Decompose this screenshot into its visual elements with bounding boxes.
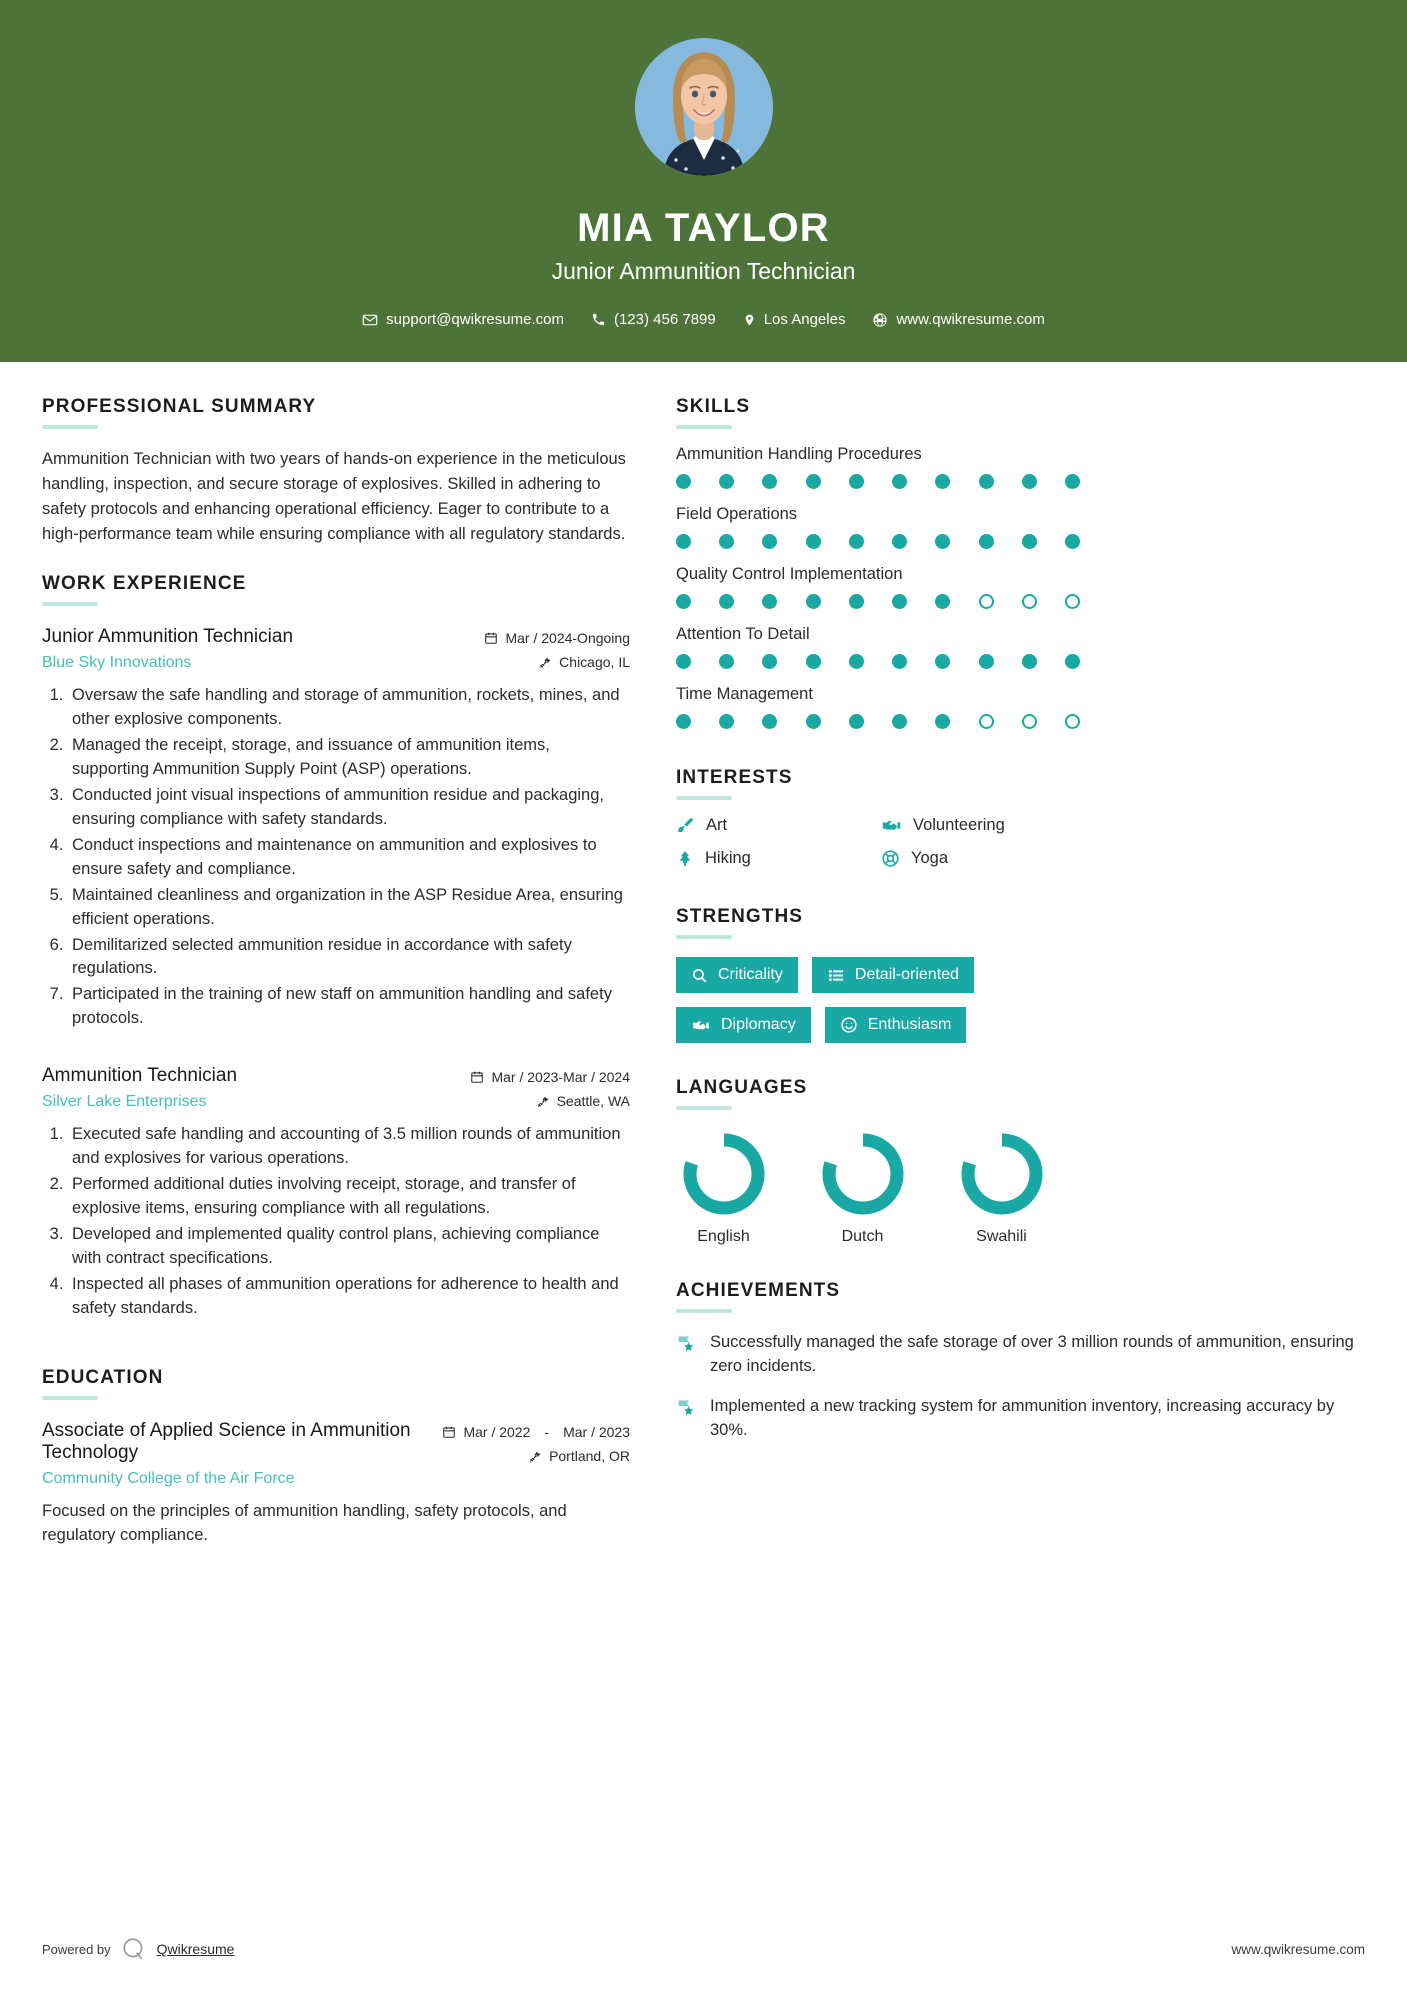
skill-dot-filled [935, 714, 950, 729]
education-entry-header [42, 1420, 630, 1488]
language-list [676, 1130, 1365, 1246]
contact-phone[interactable] [582, 311, 725, 328]
tree-icon [676, 849, 694, 868]
work-date [470, 1069, 630, 1085]
magnifier-icon [691, 967, 708, 984]
work-bullet: 2. Managed the receipt, storage, and issuance of ammunition items, supporting Ammunition Supply Point (ASP) operations. [68, 734, 630, 782]
contact-row [0, 311, 1407, 328]
skill-rating [676, 654, 1080, 669]
section-languages [676, 1077, 1365, 1246]
skill-item [676, 565, 1365, 609]
skill-dot-filled [979, 474, 994, 489]
skill-dot-empty [979, 714, 994, 729]
section-education [42, 1367, 630, 1549]
work-entry-meta [470, 1065, 630, 1109]
work-bullet: 3. Conducted joint visual inspections of ammunition residue and packaging, ensuring compliance with safety standards. [68, 784, 630, 832]
skill-dot-filled [892, 654, 907, 669]
language-label: Swahili [976, 1228, 1027, 1245]
skill-dot-filled [1022, 474, 1037, 489]
work-bullet: 7. Participated in the training of new staff on ammunition handling and safety protocols. [68, 983, 630, 1031]
envelope-icon [362, 312, 378, 328]
skill-dot-empty [1022, 594, 1037, 609]
work-role: Junior Ammunition Technician [42, 626, 294, 648]
summary-text: Ammunition Technician with two years of hands-on experience in the meticulous handling, inspection, and secure storage of explosives. Skilled in adhering to safety protocols and enhancing operational efficiency. Eager to contribute to a high-performance team while ensuring compliance with all regulatory standards. [42, 450, 626, 544]
interest-label: Yoga [911, 849, 949, 867]
section-rule [676, 935, 732, 939]
education-location-text: Portland, OR [549, 1448, 630, 1465]
skill-dot-filled [676, 474, 691, 489]
work-bullet: 5. Maintained cleanliness and organization in the ASP Residue Area, ensuring efficient operations. [68, 884, 630, 932]
section-title: EDUCATION [42, 1366, 164, 1388]
strength-chip-criticality[interactable] [676, 957, 798, 993]
avatar [635, 38, 773, 176]
contact-location-text: Los Angeles [763, 311, 846, 328]
work-entry [42, 626, 630, 1031]
smiley-icon [840, 1016, 858, 1034]
section-professional-summary [42, 396, 630, 547]
strength-chip-enthusiasm[interactable] [825, 1007, 967, 1043]
section-title: ACHIEVEMENTS [676, 1280, 841, 1301]
work-entry-header [42, 626, 630, 672]
education-degree: Associate of Applied Science in Ammunition Technology [42, 1419, 411, 1463]
calendar-icon [484, 631, 498, 645]
skill-dot-filled [676, 594, 691, 609]
language-donut-chart [680, 1130, 768, 1218]
achievement-text: Implemented a new tracking system for ammunition inventory, increasing accuracy by 30%. [710, 1396, 1335, 1439]
section-title: STRENGTHS [676, 906, 804, 927]
skill-item [676, 445, 1365, 489]
work-location [470, 1093, 630, 1109]
education-entry-meta [442, 1420, 630, 1465]
language-item [815, 1130, 910, 1246]
strength-label: Detail-oriented [854, 966, 959, 983]
work-entry-meta [484, 626, 630, 670]
skill-dot-filled [719, 534, 734, 549]
contact-phone-text: (123) 456 7899 [613, 311, 716, 328]
pushpin-icon [539, 655, 552, 669]
skill-dot-filled [1065, 534, 1080, 549]
skill-dot-filled [806, 714, 821, 729]
skill-rating [676, 534, 1080, 549]
section-rule [42, 425, 98, 429]
skill-item [676, 505, 1365, 549]
skill-dot-filled [676, 654, 691, 669]
skill-dot-filled [719, 714, 734, 729]
achievement-text: Successfully managed the safe storage of over 3 million rounds of ammunition, ensuring zero incidents. [710, 1333, 1354, 1375]
education-date [442, 1424, 630, 1441]
badge-star-icon [676, 1395, 697, 1418]
section-title: WORK EXPERIENCE [42, 573, 247, 595]
skill-dot-filled [935, 534, 950, 549]
strength-label: Criticality [718, 966, 783, 983]
skill-dot-filled [849, 594, 864, 609]
skill-dot-filled [806, 594, 821, 609]
education-date-range [463, 1424, 630, 1441]
work-bullet: 6. Demilitarized selected ammunition residue in accordance with safety regulations. [68, 934, 630, 982]
skill-dot-filled [935, 474, 950, 489]
skill-item [676, 685, 1365, 729]
work-entry-header [42, 1065, 630, 1111]
skill-dot-filled [849, 654, 864, 669]
skill-rating [676, 714, 1080, 729]
education-entry-main [42, 1420, 426, 1488]
work-entry-main [42, 626, 468, 672]
skill-name: Ammunition Handling Procedures [676, 445, 922, 463]
work-bullet: 1. Executed safe handling and accounting of 3.5 million rounds of ammunition and explosives for various operations. [68, 1123, 630, 1171]
skill-dot-filled [806, 534, 821, 549]
skill-rating [676, 594, 1080, 609]
pushpin-icon [529, 1449, 542, 1463]
skill-dot-filled [1065, 654, 1080, 669]
section-title: INTERESTS [676, 767, 793, 788]
interest-item-yoga [881, 849, 1365, 868]
pushpin-icon [537, 1094, 550, 1108]
skill-dot-filled [676, 534, 691, 549]
section-rule [676, 1106, 732, 1110]
left-column [42, 396, 630, 1916]
education-school: Community College of the Air Force [42, 1469, 295, 1487]
education-description: Focused on the principles of ammunition handling, safety protocols, and regulatory compliance. [42, 1501, 567, 1545]
skill-dot-empty [1065, 594, 1080, 609]
work-date [484, 630, 630, 646]
work-bullets [68, 684, 630, 1031]
work-date-text: Mar / 2024-Ongoing [505, 630, 630, 647]
skill-dot-filled [1022, 534, 1037, 549]
section-rule [676, 796, 732, 800]
work-bullet: 1. Oversaw the safe handling and storage of ammunition, rockets, mines, and other explosive components. [68, 684, 630, 732]
achievement-item [676, 1331, 1365, 1379]
contact-email[interactable] [353, 311, 573, 328]
footer-website: www.qwikresume.com [1231, 1941, 1365, 1957]
skill-dot-filled [762, 714, 777, 729]
skill-dot-filled [892, 534, 907, 549]
language-label: Dutch [841, 1228, 884, 1245]
work-bullet: 2. Performed additional duties involving receipt, storage, and transfer of explosive items, ensuring compliance with all regulations. [68, 1173, 630, 1221]
education-date-start: Mar / 2022 [463, 1423, 531, 1440]
section-skills [676, 396, 1365, 729]
lifebuoy-icon [881, 849, 900, 868]
globe-icon [872, 312, 888, 328]
skill-dot-filled [719, 654, 734, 669]
section-work-experience [42, 573, 630, 1320]
work-date-text: Mar / 2023-Mar / 2024 [491, 1069, 630, 1086]
work-location [484, 654, 630, 670]
skill-dot-filled [849, 474, 864, 489]
qwikresume-logo-icon [121, 1936, 147, 1962]
skill-dot-filled [762, 594, 777, 609]
work-location-text: Chicago, IL [559, 654, 630, 671]
strength-row [676, 957, 1365, 993]
interest-label: Volunteering [913, 816, 1005, 834]
skill-rating [676, 474, 1080, 489]
skill-dot-filled [892, 474, 907, 489]
skill-dot-filled [849, 714, 864, 729]
resume-header [0, 0, 1407, 362]
language-donut-chart [819, 1130, 907, 1218]
candidate-job-title: Junior Ammunition Technician [551, 258, 856, 284]
location-pin-icon [743, 312, 756, 328]
contact-website-text: www.qwikresume.com [896, 311, 1045, 328]
section-title: SKILLS [676, 396, 751, 417]
work-entry [42, 1065, 630, 1320]
language-donut-chart [958, 1130, 1046, 1218]
strength-label: Enthusiasm [867, 1016, 952, 1033]
strength-list [676, 957, 1365, 1043]
interest-label: Art [706, 816, 728, 834]
skill-name: Time Management [676, 685, 813, 703]
interest-label: Hiking [705, 849, 751, 867]
achievement-item [676, 1395, 1365, 1443]
education-date-end: Mar / 2023 [563, 1423, 630, 1440]
language-item [954, 1130, 1049, 1246]
section-rule [42, 602, 98, 606]
contact-location[interactable] [734, 311, 855, 328]
section-achievements [676, 1280, 1365, 1443]
skill-name: Field Operations [676, 505, 798, 523]
skill-dot-filled [1022, 654, 1037, 669]
skill-dot-filled [849, 534, 864, 549]
skill-dot-filled [719, 474, 734, 489]
skill-dot-filled [676, 714, 691, 729]
work-bullet: 4. Inspected all phases of ammunition operations for adherence to health and safety standards. [68, 1273, 630, 1321]
handshake-icon [691, 1017, 711, 1034]
section-title: LANGUAGES [676, 1077, 808, 1098]
section-rule [676, 425, 732, 429]
work-role: Ammunition Technician [42, 1065, 238, 1087]
section-rule [42, 1396, 98, 1400]
work-company: Silver Lake Enterprises [42, 1093, 207, 1111]
candidate-name: MIA TAYLOR [577, 206, 830, 250]
interest-grid [676, 816, 1365, 868]
footer-powered-by-label: Powered by [42, 1941, 111, 1957]
footer-brand-link[interactable]: Qwikresume [156, 1941, 235, 1957]
list-icon [827, 967, 845, 984]
strength-row [676, 1007, 1365, 1043]
right-column [676, 396, 1365, 1916]
skill-dot-filled [892, 594, 907, 609]
skill-dot-filled [979, 654, 994, 669]
footer-powered-by [42, 1936, 234, 1962]
section-title: PROFESSIONAL SUMMARY [42, 396, 317, 417]
interest-item-art [676, 816, 881, 835]
skill-dot-filled [762, 654, 777, 669]
skill-name: Attention To Detail [676, 625, 810, 643]
work-bullet: 3. Developed and implemented quality control plans, achieving compliance with contract specifications. [68, 1223, 630, 1271]
skill-dot-filled [892, 714, 907, 729]
resume-footer [0, 1916, 1407, 1990]
skill-dot-filled [719, 594, 734, 609]
work-entry-main [42, 1065, 454, 1111]
contact-email-text: support@qwikresume.com [386, 311, 564, 328]
skill-dot-filled [1065, 474, 1080, 489]
skill-dot-filled [762, 474, 777, 489]
skill-dot-filled [979, 534, 994, 549]
skill-dot-empty [1065, 714, 1080, 729]
work-bullets [68, 1123, 630, 1320]
work-company: Blue Sky Innovations [42, 654, 192, 672]
paintbrush-icon [676, 816, 695, 835]
skill-dot-filled [762, 534, 777, 549]
strength-label: Diplomacy [721, 1016, 796, 1033]
skill-dot-filled [935, 654, 950, 669]
section-interests [676, 767, 1365, 868]
language-label: English [697, 1228, 750, 1245]
skill-dot-filled [806, 474, 821, 489]
calendar-icon [442, 1425, 456, 1439]
skill-dot-filled [935, 594, 950, 609]
strength-chip-diplomacy[interactable] [676, 1007, 811, 1043]
section-strengths [676, 906, 1365, 1043]
handshake-icon [881, 816, 902, 835]
strength-chip-detail-oriented[interactable] [812, 957, 974, 993]
badge-star-icon [676, 1331, 697, 1354]
education-date-sep: - [544, 1423, 550, 1440]
contact-website[interactable] [863, 311, 1053, 328]
interest-item-volunteering [881, 816, 1365, 835]
work-location-text: Seattle, WA [556, 1093, 630, 1110]
skill-name: Quality Control Implementation [676, 565, 903, 583]
achievement-list [676, 1331, 1365, 1443]
language-item [676, 1130, 771, 1246]
interest-item-hiking [676, 849, 881, 868]
phone-icon [591, 312, 606, 327]
skill-item [676, 625, 1365, 669]
education-entry [42, 1420, 630, 1549]
section-rule [676, 1309, 732, 1313]
calendar-icon [470, 1070, 484, 1084]
skill-dot-filled [806, 654, 821, 669]
skill-dot-empty [979, 594, 994, 609]
skill-dot-empty [1022, 714, 1037, 729]
work-bullet: 4. Conduct inspections and maintenance on ammunition and explosives to ensure safety and compliance. [68, 834, 630, 882]
education-location [442, 1448, 630, 1464]
resume-body [0, 362, 1407, 1916]
